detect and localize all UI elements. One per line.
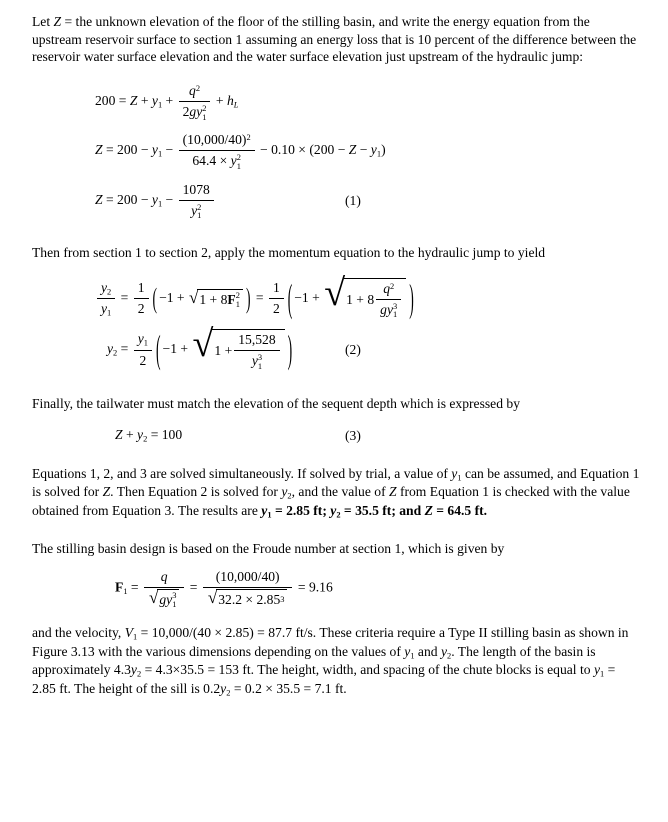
math-operator: +: [122, 427, 138, 443]
math-variable: Z: [348, 142, 357, 158]
radical-sign-icon: √: [207, 587, 218, 607]
math-number: 2: [182, 103, 190, 119]
paren-right: ): [409, 275, 414, 320]
math-variable: Z: [53, 14, 62, 29]
math-superscript: 3: [280, 594, 285, 605]
equation-energy-line1: [95, 82, 640, 121]
sub-sup-stack: [172, 591, 176, 609]
math-operator: =: [127, 579, 142, 595]
paren-right: ): [381, 142, 386, 158]
math-operator: = 200 −: [102, 191, 152, 207]
math-subscript: 2: [143, 433, 148, 444]
math-variable: y: [151, 92, 158, 108]
math-variable: y: [151, 142, 158, 158]
math-variable: h: [226, 92, 234, 108]
math-operator: −1 +: [294, 289, 324, 305]
radicand: [344, 278, 406, 319]
math-variable: y: [101, 301, 108, 317]
math-subscript: 2: [336, 509, 341, 520]
math-subscript: 2: [107, 286, 112, 297]
square-root: [192, 323, 284, 371]
fraction-denominator: 2: [269, 298, 284, 318]
math-superscript: 2: [236, 152, 241, 163]
text-run: = 4.3×35.5 = 153 ft. The height, width, and spacing of the chute blocks is equal to: [141, 662, 594, 678]
math-variable: y: [107, 341, 114, 357]
math-subscript: 1: [107, 307, 112, 318]
fraction-numerator: [179, 82, 211, 101]
sub-sup-stack: [197, 203, 201, 221]
math-variable: y: [281, 484, 288, 500]
math-subscript: 1: [235, 298, 240, 309]
math-variable: Z: [102, 484, 111, 500]
math-variable: y: [404, 643, 411, 659]
fraction-numerator: [144, 568, 184, 587]
math-variable: V: [124, 625, 134, 641]
math-number: (10,000/40): [182, 132, 247, 148]
math-operator: +: [137, 92, 152, 108]
text-run: , and the value of: [291, 484, 389, 500]
radicand: [197, 289, 243, 309]
math-superscript: 2: [235, 289, 240, 300]
fraction-denominator: [144, 587, 184, 609]
fraction: [203, 568, 293, 608]
math-variable: gy: [159, 591, 173, 607]
math-variable: y: [137, 427, 144, 443]
text-run: = 2.85 ft. The height of the sill is 0.2: [32, 662, 616, 696]
math-operator: +: [162, 92, 177, 108]
square-root: [189, 289, 243, 309]
equation-block-momentum: [95, 271, 640, 371]
text-run: Finally, the tailwater must match the elevation of the sequent depth which is expressed by: [32, 395, 520, 411]
text-run: = 10,000/(40 × 2.85) = 87.7 ft/s. These criteria require a Type II stilling basin as shown in Figure 3.13 with the various dimensions depending on the values of: [32, 625, 629, 659]
math-superscript: 2: [389, 280, 395, 291]
paren-left: (: [156, 327, 161, 371]
sub-sup-stack: [202, 104, 206, 122]
square-root: [208, 589, 288, 609]
math-variable: y: [251, 352, 258, 368]
radicand: [216, 589, 287, 609]
math-variable: y: [151, 191, 158, 207]
equation-block-froude: [95, 568, 640, 608]
equation-momentum-line2: [95, 323, 640, 371]
paragraph-momentum-intro: [32, 244, 640, 262]
math-subscript: 1: [157, 198, 163, 209]
math-variable: gy: [189, 103, 203, 119]
radical-sign-icon: √: [149, 587, 159, 607]
radical-sign-icon: √: [192, 323, 214, 366]
math-subscript: 1: [267, 509, 272, 520]
fraction-numerator: [376, 280, 401, 299]
math-operator: −1 +: [162, 341, 192, 357]
math-number: 32.2 × 2.85: [218, 591, 281, 607]
result-value: = 2.85 ft;: [271, 502, 331, 518]
math-number: 64.4 ×: [192, 153, 231, 169]
math-variable: y: [593, 662, 600, 678]
math-subscript: 1: [600, 668, 605, 679]
math-variable: y: [191, 202, 198, 218]
equation-energy-line2: [95, 131, 640, 170]
fraction-denominator: [97, 298, 115, 318]
math-operator: =: [252, 289, 267, 305]
equation-number: (2): [345, 342, 361, 358]
fraction-numerator: [134, 330, 152, 349]
fraction: [179, 181, 214, 220]
text-run: Let: [32, 14, 54, 29]
math-subscript: 1: [123, 585, 128, 596]
math-subscript: 2: [287, 490, 292, 501]
math-subscript: 1: [157, 99, 163, 110]
math-subscript: 2: [447, 650, 452, 661]
equation-tailwater: [95, 426, 640, 444]
math-subscript: 1: [197, 210, 202, 221]
text-run: . Then Equation 2 is solved for: [110, 484, 282, 500]
math-superscript: 2: [246, 132, 251, 143]
math-subscript: 1: [143, 337, 148, 348]
math-operator: = 100: [147, 427, 183, 443]
fraction-denominator: [179, 101, 211, 122]
math-variable: Z: [95, 191, 103, 207]
math-superscript: 3: [172, 589, 177, 600]
sub-sup-stack: [236, 291, 240, 309]
radicand: [212, 329, 284, 370]
math-subscript: 1: [133, 631, 138, 642]
text-run: Then from section 1 to section 2, apply the momentum equation to the hydraulic jump to yield: [32, 245, 546, 261]
fraction-numerator: 15,528: [238, 332, 276, 348]
paragraph-tailwater-intro: [32, 395, 640, 413]
math-number: 1 + 8: [346, 291, 375, 307]
math-subscript: 1: [393, 309, 398, 320]
math-superscript: 2: [202, 102, 207, 113]
math-variable: q: [160, 569, 168, 584]
square-root: [149, 589, 179, 609]
equation-number: (3): [345, 427, 361, 443]
fraction: [134, 279, 149, 317]
fraction-denominator: 2: [134, 350, 152, 370]
paragraph-basin-design: [32, 624, 640, 698]
equation-block-tailwater: [95, 426, 640, 444]
text-run: . The length of the basin is approximately 4.3: [32, 643, 596, 678]
fraction: [376, 280, 401, 319]
math-variable: y: [451, 465, 458, 481]
math-subscript: 2: [113, 347, 118, 358]
result-value: = 64.5 ft.: [432, 502, 488, 518]
text-run: can be assumed, and Equation 1 is solved for: [32, 465, 640, 500]
math-variable: y: [137, 331, 144, 347]
math-operator: − 0.10 × (200 −: [256, 142, 349, 158]
math-superscript: 3: [257, 352, 263, 362]
text-run: from Equation 1 is checked with the value obtained from Equation 3. The results are: [32, 484, 630, 518]
math-subscript: 1: [236, 160, 241, 171]
math-subscript: 1: [410, 650, 415, 661]
math-variable: y: [440, 643, 448, 659]
square-root: [324, 271, 406, 320]
math-variable: Z: [129, 92, 138, 108]
fraction-denominator: [234, 350, 279, 371]
fraction: [134, 330, 152, 369]
math-variable: y: [130, 662, 137, 678]
math-operator: +: [212, 92, 227, 108]
fraction-numerator: [179, 181, 214, 200]
math-subscript: 1: [257, 360, 263, 371]
paragraph-results: [32, 465, 640, 520]
math-subscript: 1: [457, 472, 462, 483]
fraction-denominator: [203, 587, 293, 609]
text-run: and the velocity,: [32, 625, 125, 641]
math-variable: gy: [380, 301, 394, 317]
math-subscript: 1: [376, 148, 382, 159]
math-operator: −: [356, 142, 371, 158]
result-value: = 35.5 ft; and: [340, 502, 425, 518]
math-variable: Z: [95, 142, 103, 158]
math-variable: q: [383, 280, 390, 296]
math-superscript: 3: [393, 300, 398, 311]
fraction-numerator: 1: [272, 280, 280, 296]
math-subscript: 1: [202, 111, 207, 122]
equation-momentum-line1: [95, 271, 640, 320]
math-operator: −: [162, 142, 177, 158]
math-subscript: 1: [157, 148, 163, 159]
paren-right: ): [245, 282, 251, 314]
math-number: 200: [95, 92, 116, 108]
math-number: 1 + 8: [199, 291, 228, 307]
math-operator: =: [117, 341, 132, 357]
fraction-denominator: 2: [134, 298, 149, 318]
math-operator: −1 +: [159, 289, 188, 305]
paragraph-energy-intro: [32, 13, 640, 66]
fraction: [144, 568, 184, 608]
math-subscript: L: [233, 99, 239, 110]
equation-energy-line3: [95, 181, 640, 220]
text-run: and: [414, 643, 441, 659]
sub-sup-stack: [237, 153, 241, 171]
fraction-numerator: [97, 279, 115, 298]
math-variable: F: [115, 579, 124, 595]
equation-block-energy: [95, 82, 640, 220]
equation-froude: [95, 568, 640, 608]
math-variable: Z: [115, 427, 123, 443]
math-superscript: 2: [195, 82, 201, 93]
fraction-denominator: [179, 150, 255, 171]
math-operator: −: [162, 191, 177, 207]
fraction-numerator: (10,000/40): [215, 569, 280, 585]
math-variable: y: [230, 153, 237, 169]
fraction-denominator: [179, 200, 214, 221]
radicand: [157, 589, 179, 609]
fraction: [269, 279, 284, 317]
math-variable: y: [220, 680, 227, 696]
math-number: 1078: [182, 181, 210, 197]
math-operator: =: [117, 289, 132, 305]
fraction-numerator: [179, 131, 255, 150]
math-operator: = 200 −: [102, 142, 152, 158]
math-operator: =: [186, 579, 201, 595]
paren-left: (: [287, 275, 293, 320]
fraction: [179, 82, 211, 121]
math-variable: Z: [389, 484, 397, 500]
fraction: [97, 279, 115, 319]
paragraph-froude-intro: [32, 540, 640, 558]
radical-sign-icon: √: [324, 271, 346, 314]
math-result: = 9.16: [294, 579, 333, 595]
text-run: Equations 1, 2, and 3 are solved simultaneously. If solved by trial, a value of: [32, 465, 452, 481]
math-variable: Z: [424, 502, 433, 518]
paren-left: (: [152, 282, 158, 314]
math-operator: =: [115, 92, 130, 108]
text-run: = 0.2 × 35.5 = 7.1 ft.: [230, 680, 347, 696]
math-variable: y: [330, 502, 337, 518]
math-variable: y: [370, 142, 377, 158]
math-variable: F: [227, 291, 236, 307]
sub-sup-stack: [258, 353, 262, 371]
radical-sign-icon: √: [189, 287, 199, 307]
fraction: [234, 331, 279, 370]
math-subscript: 2: [136, 668, 142, 679]
math-variable: q: [189, 83, 196, 99]
math-superscript: 2: [197, 201, 202, 212]
math-subscript: 2: [226, 687, 231, 698]
math-variable: y: [261, 502, 268, 518]
equation-number: (1): [345, 192, 361, 208]
paren-right: ): [287, 327, 293, 371]
fraction-denominator: [376, 299, 401, 320]
math-number: 1 +: [214, 343, 233, 359]
fraction-numerator: 1: [137, 280, 145, 296]
sub-sup-stack: [393, 302, 397, 320]
text-run: The stilling basin design is based on the Froude number at section 1, which is given by: [32, 541, 505, 557]
fraction: [179, 131, 255, 170]
text-run: = the unknown elevation of the floor of the stilling basin, and write the energy equation from the upstream reservoir surface to section 1 assuming an energy loss that is 10 percent of the difference between the reservoir water surface elevation and the water surface elevation just upstream of the hydraulic jump:: [32, 14, 637, 65]
math-subscript: 1: [172, 598, 177, 609]
math-variable: y: [101, 279, 108, 295]
